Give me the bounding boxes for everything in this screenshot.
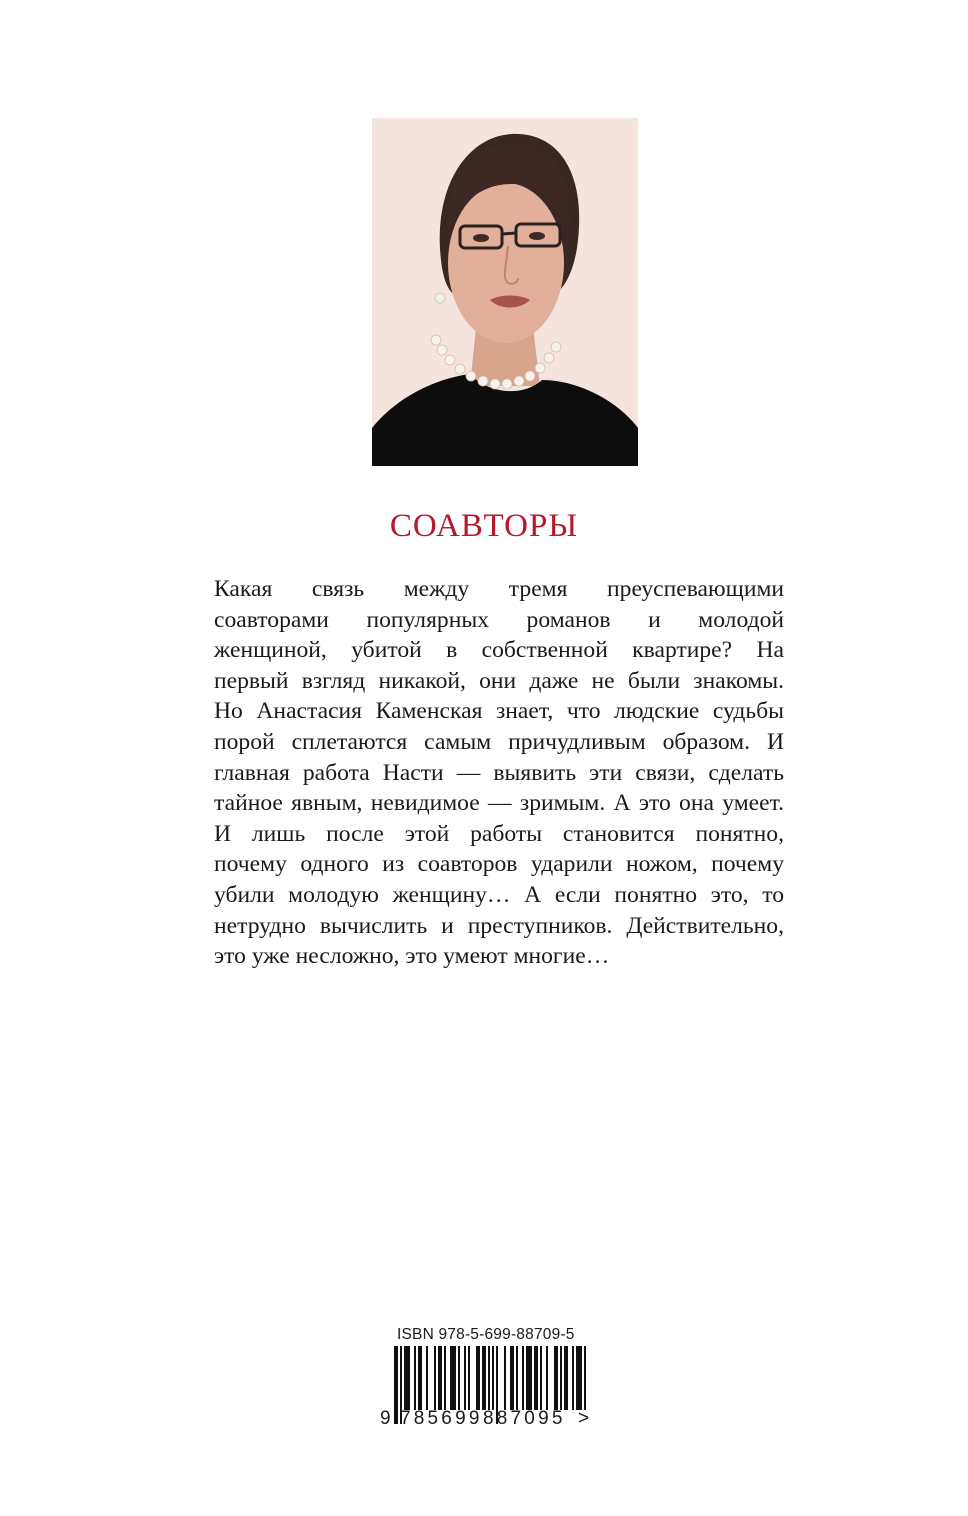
blurb-line: первый взгляд никакой, они даже не были знакомы. [214,667,784,694]
blurb-line: женщиной, убитой в собственной квартире? На [214,637,784,664]
barcode-bar [394,1346,398,1424]
barcode-bar [534,1346,538,1410]
blurb-line: Какая связь между тремя преуспевающими [214,576,784,602]
blurb-line: убили молодую женщину… А если понятно это, то [214,881,784,908]
barcode-bar [404,1346,410,1410]
blurb-line: почему одного из соавторов ударили ножом, почему [214,851,784,878]
barcode-bar [526,1346,532,1410]
barcode-bar [458,1346,460,1410]
barcode-bar [554,1346,558,1410]
barcode-bar [434,1346,436,1410]
barcode-bar [468,1346,470,1410]
barcode-digits-left: 785699 [400,1408,483,1429]
barcode-digits-right: 887095 [483,1408,566,1429]
author-photo [372,118,638,466]
isbn-label: ISBN 978-5-699-88709-5 [397,1326,575,1343]
barcode-bar [418,1346,422,1410]
barcode-bar [464,1346,466,1410]
barcode-bar [522,1346,524,1410]
barcode-digit-lead: 9 [380,1408,391,1429]
barcode-bar [426,1346,428,1410]
barcode-bar [516,1346,518,1410]
blurb-line: Но Анастасия Каменская знает, что людские судьбы [214,698,784,725]
barcode-bar [546,1346,548,1410]
barcode-bar [540,1346,542,1410]
author-portrait-icon [372,118,638,466]
barcode-bar [584,1346,586,1410]
barcode-bar [576,1346,582,1410]
barcode-bar [572,1346,574,1410]
barcode-bar [560,1346,562,1410]
barcode-bar [476,1346,480,1410]
barcode-bar [564,1346,568,1410]
blurb-line: порой сплетаются самым причудливым образом. И [214,728,784,755]
barcode-bar [510,1346,514,1410]
barcode-bar [450,1346,456,1410]
barcode-bar [438,1346,442,1410]
blurb-line: соавторами популярных романов и молодой [214,606,784,633]
blurb-line: нетрудно вычислить и преступников. Действительно, [214,912,784,939]
barcode-bar [482,1346,486,1410]
barcode-bar [492,1346,494,1410]
blurb-line: это уже несложно, это умеют многие… [214,943,610,970]
barcode-bar [444,1346,446,1410]
blurb-line: И лишь после этой работы становится понятно, [214,820,784,847]
blurb-line: тайное явным, невидимое — зримым. А это она умеет. [214,790,784,817]
barcode-quiet-zone-mark: > [578,1408,590,1429]
barcode-bar [488,1346,490,1410]
barcode-bar [414,1346,416,1410]
blurb-line: главная работа Насти — выявить эти связи, сделать [214,759,784,786]
book-title: СОАВТОРЫ [389,508,579,544]
barcode-bar [504,1346,506,1410]
book-blurb [214,574,784,972]
